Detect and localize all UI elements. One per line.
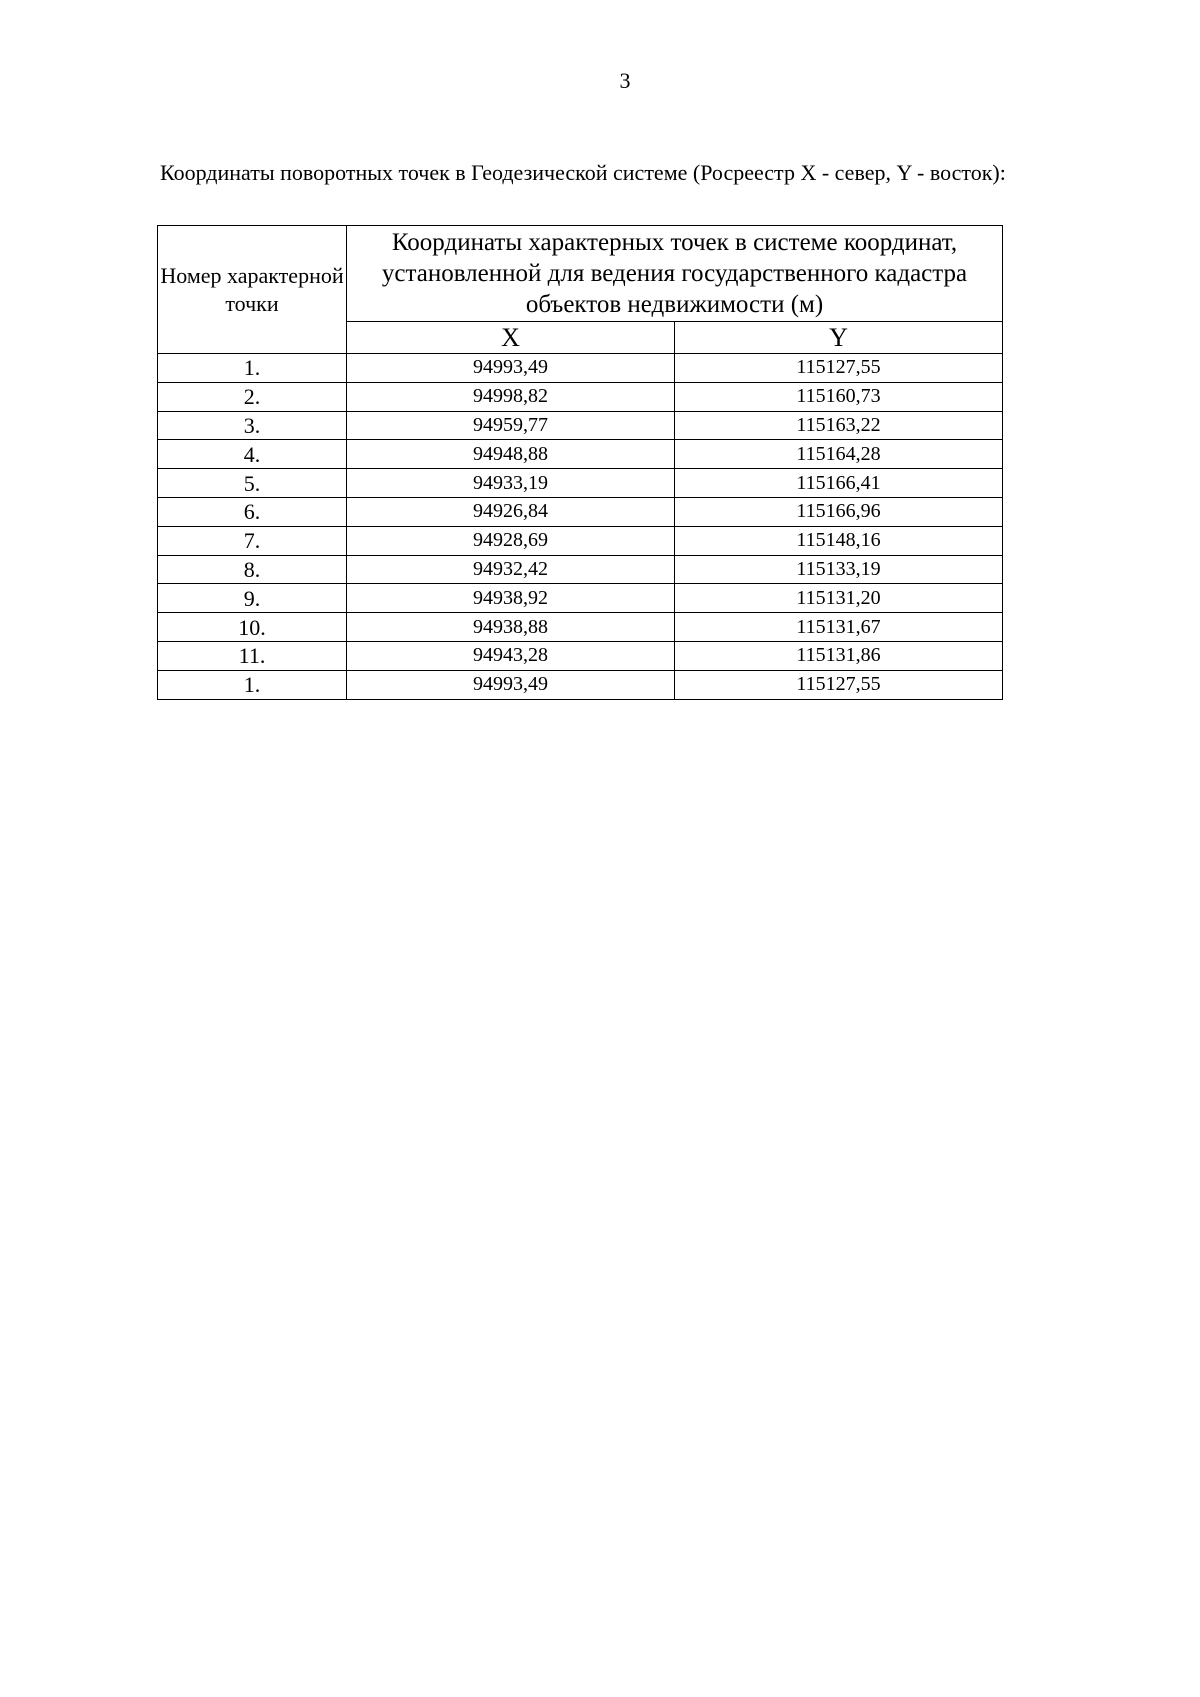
y-coordinate-cell: 115160,73 [675,382,1003,411]
point-number-cell: 2. [158,382,347,411]
table-row [158,584,1003,613]
x-coordinate-cell: 94928,69 [347,526,675,555]
x-coordinate-cell: 94932,42 [347,555,675,584]
table-row [158,382,1003,411]
y-coordinate-cell: 115166,41 [675,469,1003,498]
y-coordinate-cell: 115163,22 [675,411,1003,440]
y-coordinate-cell: 115131,67 [675,613,1003,642]
y-coordinate-cell: 115131,20 [675,584,1003,613]
table-row [158,670,1003,699]
x-coordinate-cell: 94938,88 [347,613,675,642]
point-number-cell: 1. [158,670,347,699]
y-coordinate-cell: 115127,55 [675,670,1003,699]
table-row [158,526,1003,555]
x-coordinate-cell: 94948,88 [347,440,675,469]
y-coordinate-cell: 115164,28 [675,440,1003,469]
x-coordinate-cell: 94933,19 [347,469,675,498]
x-coordinate-cell: 94993,49 [347,354,675,383]
coordinates-group-header: Координаты характерных точек в системе координат, установленной для ведения государственного кадастра объектов недвижимости (м) [347,226,1003,322]
y-coordinate-cell: 115166,96 [675,497,1003,526]
point-number-cell: 8. [158,555,347,584]
table-row [158,497,1003,526]
table-row [158,354,1003,383]
point-number-cell: 5. [158,469,347,498]
x-coordinate-cell: 94993,49 [347,670,675,699]
table-row [158,641,1003,670]
point-number-cell: 11. [158,641,347,670]
y-coordinate-cell: 115133,19 [675,555,1003,584]
x-coordinate-cell: 94959,77 [347,411,675,440]
x-coordinate-cell: 94926,84 [347,497,675,526]
table-row [158,469,1003,498]
y-column-header: Y [675,322,1003,354]
coordinates-table [157,225,1003,700]
point-number-cell: 4. [158,440,347,469]
x-coordinate-cell: 94943,28 [347,641,675,670]
y-coordinate-cell: 115131,86 [675,641,1003,670]
y-coordinate-cell: 115127,55 [675,354,1003,383]
point-number-cell: 9. [158,584,347,613]
point-number-header: Номер характерной точки [158,226,347,354]
point-number-cell: 1. [158,354,347,383]
page-number: 3 [619,68,631,93]
table-row [158,613,1003,642]
x-column-header: X [347,322,675,354]
table-row [158,555,1003,584]
x-coordinate-cell: 94938,92 [347,584,675,613]
table-row [158,440,1003,469]
table-row [158,411,1003,440]
point-number-cell: 3. [158,411,347,440]
y-coordinate-cell: 115148,16 [675,526,1003,555]
table-body [158,354,1003,700]
point-number-cell: 10. [158,613,347,642]
coordinates-caption: Координаты поворотных точек в Геодезической системе (Росреестр X - север, Y - восток): [160,160,1006,185]
x-coordinate-cell: 94998,82 [347,382,675,411]
point-number-cell: 7. [158,526,347,555]
point-number-cell: 6. [158,497,347,526]
